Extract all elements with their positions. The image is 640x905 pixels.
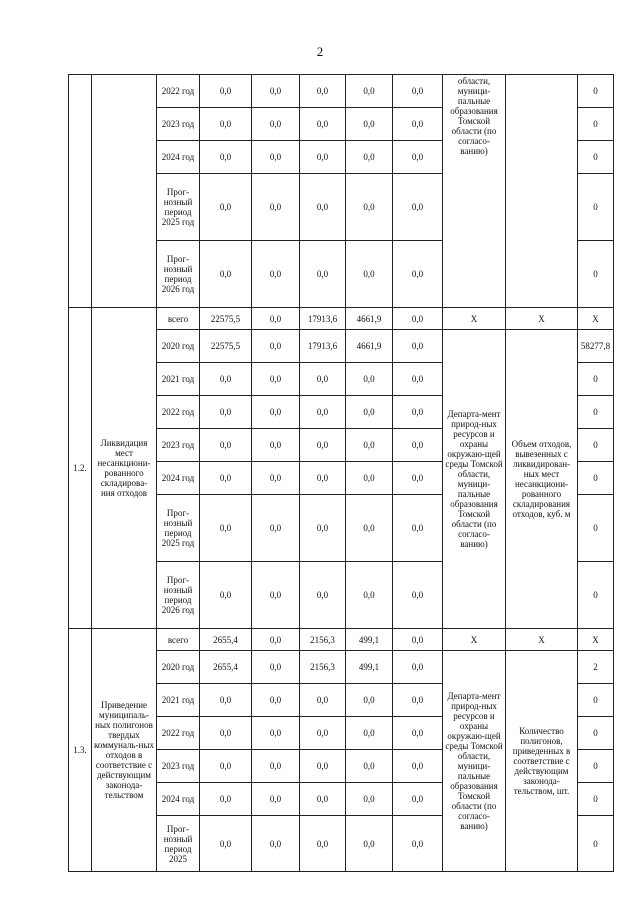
- table-row: [69, 629, 614, 651]
- indicator-value-cell: 0: [578, 174, 614, 241]
- value-cell: 0,0: [252, 108, 300, 141]
- value-cell: 0,0: [393, 429, 443, 462]
- value-cell: 0,0: [252, 330, 300, 363]
- value-cell: 0,0: [252, 750, 300, 783]
- period-cell: 2022 год: [157, 75, 200, 108]
- value-cell: 0,0: [200, 174, 252, 241]
- value-cell: 0,0: [393, 750, 443, 783]
- value-cell: 0,0: [393, 717, 443, 750]
- value-cell: 22575,5: [200, 308, 252, 330]
- indicator-value-cell: 0: [578, 396, 614, 429]
- value-cell: 0,0: [252, 429, 300, 462]
- value-cell: 0,0: [252, 363, 300, 396]
- value-cell: 0,0: [346, 174, 393, 241]
- period-cell: 2024 год: [157, 783, 200, 816]
- indicator-value-cell: 0: [578, 562, 614, 629]
- value-cell: 0,0: [393, 462, 443, 495]
- indicator-value-cell: 0: [578, 363, 614, 396]
- value-cell: 0,0: [252, 241, 300, 308]
- indicator-value-cell: 0: [578, 783, 614, 816]
- value-cell: 0,0: [200, 141, 252, 174]
- value-cell: 499,1: [346, 629, 393, 651]
- executor-cell: Департа-мент природ-ных ресурсов и охраны окружаю-щей среды Томской области, муници-пальные образования Томской области (по согласо-ванию): [443, 651, 506, 872]
- period-cell: 2021 год: [157, 684, 200, 717]
- indicator-value-cell: 2: [578, 651, 614, 684]
- indicator-value-cell: 0: [578, 750, 614, 783]
- value-cell: 0,0: [252, 629, 300, 651]
- indicator-value-cell: Х: [578, 629, 614, 651]
- indicator-value-cell: 0: [578, 684, 614, 717]
- value-cell: 2156,3: [300, 629, 346, 651]
- value-cell: 0,0: [252, 141, 300, 174]
- period-cell: 2020 год: [157, 651, 200, 684]
- value-cell: 0,0: [346, 141, 393, 174]
- period-cell: Прог-нозный период 2025 год: [157, 174, 200, 241]
- value-cell: 0,0: [200, 562, 252, 629]
- value-cell: 0,0: [200, 396, 252, 429]
- value-cell: 0,0: [252, 562, 300, 629]
- value-cell: 0,0: [252, 396, 300, 429]
- indicator-mark: Х: [506, 308, 578, 330]
- value-cell: 0,0: [393, 495, 443, 562]
- value-cell: 0,0: [346, 783, 393, 816]
- executor-cell: области, муници-пальные образования Томской области (по согласо-ванию): [443, 75, 506, 308]
- indicator-cell: Объем отходов, вывезенных с ликвидирован-ных мест несанкциони-рованного складирования отходов, куб. м: [506, 330, 578, 629]
- value-cell: 0,0: [393, 174, 443, 241]
- indicator-value-cell: 0: [578, 462, 614, 495]
- value-cell: 0,0: [346, 396, 393, 429]
- value-cell: 2156,3: [300, 651, 346, 684]
- value-cell: 0,0: [346, 816, 393, 872]
- value-cell: 0,0: [393, 783, 443, 816]
- value-cell: 0,0: [252, 174, 300, 241]
- period-cell: 2024 год: [157, 462, 200, 495]
- value-cell: 0,0: [300, 174, 346, 241]
- period-cell: Прог-нозный период 2025: [157, 816, 200, 872]
- value-cell: 17913,6: [300, 330, 346, 363]
- value-cell: 0,0: [200, 462, 252, 495]
- table-row: [69, 75, 614, 108]
- value-cell: 0,0: [200, 495, 252, 562]
- value-cell: 0,0: [252, 462, 300, 495]
- indicator-value-cell: Х: [578, 308, 614, 330]
- value-cell: 0,0: [393, 75, 443, 108]
- value-cell: 0,0: [200, 783, 252, 816]
- value-cell: 0,0: [252, 495, 300, 562]
- indicator-cell: [506, 75, 578, 308]
- value-cell: 0,0: [393, 241, 443, 308]
- period-cell: 2022 год: [157, 717, 200, 750]
- page-number: 2: [316, 44, 324, 59]
- value-cell: 0,0: [346, 684, 393, 717]
- table-row: [69, 308, 614, 330]
- item-number: 1.3.: [69, 629, 92, 872]
- period-cell: 2021 год: [157, 363, 200, 396]
- value-cell: 0,0: [200, 429, 252, 462]
- value-cell: 0,0: [200, 717, 252, 750]
- table-body: [69, 75, 614, 872]
- value-cell: 0,0: [346, 750, 393, 783]
- indicator-value-cell: 0: [578, 495, 614, 562]
- indicator-mark: Х: [506, 629, 578, 651]
- indicator-value-cell: 0: [578, 816, 614, 872]
- indicator-value-cell: 0: [578, 717, 614, 750]
- value-cell: 0,0: [200, 108, 252, 141]
- value-cell: 4661,9: [346, 330, 393, 363]
- value-cell: 22575,5: [200, 330, 252, 363]
- value-cell: 0,0: [252, 684, 300, 717]
- value-cell: 0,0: [200, 363, 252, 396]
- period-cell: 2020 год: [157, 330, 200, 363]
- value-cell: 0,0: [346, 363, 393, 396]
- value-cell: 0,0: [300, 363, 346, 396]
- item-name: Ликвидация мест несанкциони-рованного складирова-ния отходов: [92, 308, 157, 629]
- value-cell: 0,0: [393, 396, 443, 429]
- value-cell: 0,0: [346, 241, 393, 308]
- value-cell: 0,0: [200, 750, 252, 783]
- value-cell: 4661,9: [346, 308, 393, 330]
- value-cell: 0,0: [346, 75, 393, 108]
- indicator-value-cell: 0: [578, 429, 614, 462]
- value-cell: 0,0: [300, 241, 346, 308]
- value-cell: 0,0: [346, 717, 393, 750]
- value-cell: 0,0: [346, 462, 393, 495]
- value-cell: 0,0: [200, 684, 252, 717]
- value-cell: 0,0: [300, 396, 346, 429]
- value-cell: 0,0: [393, 816, 443, 872]
- period-cell: всего: [157, 629, 200, 651]
- executor-cell: Департа-мент природ-ных ресурсов и охраны окружаю-щей среды Томской области, муници-пальные образования Томской области (по согласо-ванию): [443, 330, 506, 629]
- value-cell: 0,0: [346, 429, 393, 462]
- value-cell: 0,0: [346, 562, 393, 629]
- indicator-value-cell: 0: [578, 241, 614, 308]
- value-cell: 0,0: [200, 75, 252, 108]
- value-cell: 0,0: [393, 363, 443, 396]
- value-cell: 0,0: [300, 429, 346, 462]
- value-cell: 0,0: [300, 141, 346, 174]
- value-cell: 0,0: [300, 75, 346, 108]
- value-cell: 0,0: [252, 783, 300, 816]
- value-cell: 0,0: [300, 684, 346, 717]
- program-table: [68, 74, 614, 872]
- period-cell: 2023 год: [157, 108, 200, 141]
- indicator-cell: Количество полигонов, приведенных в соответствие с действующим законода-тельством, шт.: [506, 651, 578, 872]
- item-name: [92, 75, 157, 308]
- item-name: Приведение муниципаль-ных полигонов твердых коммуналь-ных отходов в соответствие с действующим законода-тельством: [92, 629, 157, 872]
- value-cell: 0,0: [300, 750, 346, 783]
- value-cell: 0,0: [393, 108, 443, 141]
- executor-mark: Х: [443, 308, 506, 330]
- period-cell: 2024 год: [157, 141, 200, 174]
- indicator-value-cell: 0: [578, 75, 614, 108]
- value-cell: 0,0: [300, 562, 346, 629]
- value-cell: 499,1: [346, 651, 393, 684]
- value-cell: 0,0: [393, 330, 443, 363]
- period-cell: Прог-нозный период 2026 год: [157, 241, 200, 308]
- period-cell: 2023 год: [157, 429, 200, 462]
- value-cell: 0,0: [200, 241, 252, 308]
- value-cell: 0,0: [200, 816, 252, 872]
- value-cell: 0,0: [252, 717, 300, 750]
- period-cell: Прог-нозный период 2025 год: [157, 495, 200, 562]
- value-cell: 0,0: [300, 783, 346, 816]
- indicator-value-cell: 58277,8: [578, 330, 614, 363]
- value-cell: 0,0: [252, 75, 300, 108]
- value-cell: 0,0: [393, 562, 443, 629]
- value-cell: 0,0: [393, 684, 443, 717]
- item-number: [69, 75, 92, 308]
- value-cell: 0,0: [300, 495, 346, 562]
- value-cell: 0,0: [393, 141, 443, 174]
- value-cell: 0,0: [346, 495, 393, 562]
- period-cell: 2022 год: [157, 396, 200, 429]
- period-cell: всего: [157, 308, 200, 330]
- value-cell: 0,0: [300, 816, 346, 872]
- value-cell: 0,0: [300, 108, 346, 141]
- period-cell: Прог-нозный период 2026 год: [157, 562, 200, 629]
- value-cell: 0,0: [252, 651, 300, 684]
- value-cell: 0,0: [346, 108, 393, 141]
- value-cell: 0,0: [252, 308, 300, 330]
- value-cell: 0,0: [393, 629, 443, 651]
- value-cell: 2655,4: [200, 629, 252, 651]
- value-cell: 0,0: [252, 816, 300, 872]
- value-cell: 2655,4: [200, 651, 252, 684]
- indicator-value-cell: 0: [578, 108, 614, 141]
- value-cell: 0,0: [300, 717, 346, 750]
- value-cell: 0,0: [393, 308, 443, 330]
- value-cell: 0,0: [393, 651, 443, 684]
- item-number: 1.2.: [69, 308, 92, 629]
- period-cell: 2023 год: [157, 750, 200, 783]
- indicator-value-cell: 0: [578, 141, 614, 174]
- executor-mark: Х: [443, 629, 506, 651]
- value-cell: 0,0: [300, 462, 346, 495]
- value-cell: 17913,6: [300, 308, 346, 330]
